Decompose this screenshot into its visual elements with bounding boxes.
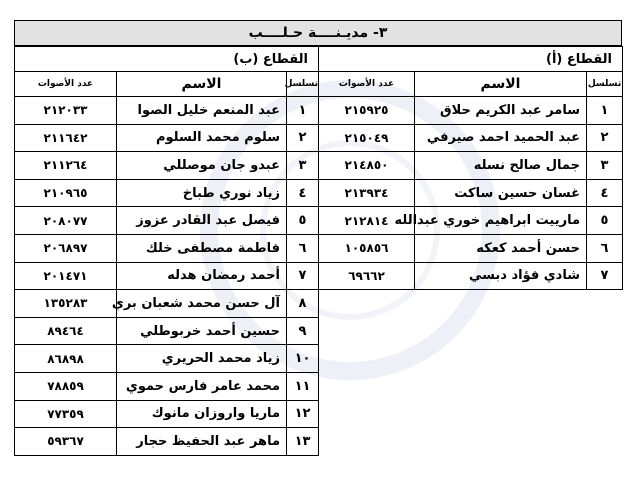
row-votes: ٧٨٨٥٩ (15, 372, 117, 400)
row-name: آل حسن محمد شعبان بري (117, 290, 287, 318)
row-seq: ١ (287, 97, 319, 125)
row-votes: ٨٦٨٩٨ (15, 345, 117, 373)
row-name: سلوم محمد السلوم (117, 124, 287, 152)
row-seq: ١ (587, 97, 623, 125)
row-name: حسين أحمد خربوطلي (117, 317, 287, 345)
page-title: ٣- مديـنــــة حـلــــب (15, 21, 622, 46)
row-votes: ٢١٢٨١٤ (319, 207, 415, 235)
row-votes: ٢٠١٤٧١ (15, 262, 117, 290)
table-row (319, 124, 623, 152)
row-name: فيصل عبد القادر عزوز (117, 207, 287, 235)
row-name: زياد نوري طباخ (117, 179, 287, 207)
row-name: عبد الحميد احمد صيرفي (415, 124, 587, 152)
row-seq: ٢ (587, 124, 623, 152)
title-bar (14, 20, 622, 46)
row-votes: ٢١٠٩٦٥ (15, 179, 117, 207)
row-name: أحمد رمضان هدله (117, 262, 287, 290)
row-votes: ٢١١٦٤٢ (15, 124, 117, 152)
sector-b-table (14, 46, 319, 456)
table-row (15, 97, 319, 125)
row-name: عبدو جان موصللي (117, 152, 287, 180)
table-row (15, 262, 319, 290)
row-seq: ٤ (287, 179, 319, 207)
row-name: شادي فؤاد دبسي (415, 262, 587, 290)
table-row (15, 400, 319, 428)
table-row (15, 234, 319, 262)
row-name: ماريا واروزان مانوك (117, 400, 287, 428)
row-votes: ١٣٥٢٨٣ (15, 290, 117, 318)
row-seq: ٨ (287, 290, 319, 318)
sector-b-label: القطاع (ب) (15, 47, 319, 72)
table-row (15, 290, 319, 318)
row-votes: ٢١٥٠٤٩ (319, 124, 415, 152)
table-row (15, 124, 319, 152)
row-votes: ١٠٥٨٥٦ (319, 234, 415, 262)
row-seq: ١٠ (287, 345, 319, 373)
row-seq: ٥ (587, 207, 623, 235)
table-row (319, 207, 623, 235)
sector-a-table (318, 46, 623, 290)
row-name: فاطمة مصطفى خلك (117, 234, 287, 262)
sector-a-col-votes: عدد الأصوات (319, 72, 415, 97)
row-votes: ٥٩٣٦٧ (15, 428, 117, 456)
table-row (15, 345, 319, 373)
row-name: غسان حسين ساكت (415, 179, 587, 207)
row-votes: ٧٧٣٥٩ (15, 400, 117, 428)
table-row (15, 179, 319, 207)
row-seq: ٦ (587, 234, 623, 262)
row-votes: ٨٩٤٦٤ (15, 317, 117, 345)
row-name: محمد عامر فارس حموي (117, 372, 287, 400)
row-votes: ٢١٥٩٢٥ (319, 97, 415, 125)
row-votes: ٢٠٦٨٩٧ (15, 234, 117, 262)
row-seq: ٥ (287, 207, 319, 235)
sector-a-label: القطاع (أ) (319, 47, 623, 72)
row-seq: ١٣ (287, 428, 319, 456)
sector-a-col-name: الاسم (415, 72, 587, 97)
row-name: عبد المنعم خليل الصوا (117, 97, 287, 125)
table-row (319, 152, 623, 180)
table-row (319, 234, 623, 262)
row-seq: ١٢ (287, 400, 319, 428)
table-row (319, 179, 623, 207)
row-seq: ١١ (287, 372, 319, 400)
row-votes: ٢١١٢٦٤ (15, 152, 117, 180)
sector-b-col-name: الاسم (117, 72, 287, 97)
row-votes: ٢١٤٨٥٠ (319, 152, 415, 180)
row-name: زياد محمد الحريري (117, 345, 287, 373)
row-name: حسن أحمد كعكه (415, 234, 587, 262)
row-votes: ٢٠٨٠٧٧ (15, 207, 117, 235)
row-name: جمال صالح نسله (415, 152, 587, 180)
row-votes: ٦٩٦٦٢ (319, 262, 415, 290)
table-row (15, 152, 319, 180)
row-seq: ٣ (287, 152, 319, 180)
table-row (15, 372, 319, 400)
row-seq: ٦ (287, 234, 319, 262)
table-row (15, 317, 319, 345)
row-name: ماهر عبد الحفيظ حجار (117, 428, 287, 456)
row-seq: ٧ (587, 262, 623, 290)
row-seq: ٤ (587, 179, 623, 207)
sector-b-col-seq: تسلسل (287, 72, 319, 97)
row-name: سامر عبد الكريم حلاق (415, 97, 587, 125)
table-row (319, 97, 623, 125)
sector-a-col-seq: تسلسل (587, 72, 623, 97)
table-row (15, 428, 319, 456)
row-name: مارييت ابراهيم خوري عبدالله (415, 207, 587, 235)
row-seq: ٢ (287, 124, 319, 152)
row-seq: ٧ (287, 262, 319, 290)
row-seq: ٩ (287, 317, 319, 345)
table-row (319, 262, 623, 290)
row-seq: ٣ (587, 152, 623, 180)
sector-b-col-votes: عدد الأصوات (15, 72, 117, 97)
row-votes: ٢١٣٩٣٤ (319, 179, 415, 207)
row-votes: ٢١٢٠٣٣ (15, 97, 117, 125)
table-row (15, 207, 319, 235)
